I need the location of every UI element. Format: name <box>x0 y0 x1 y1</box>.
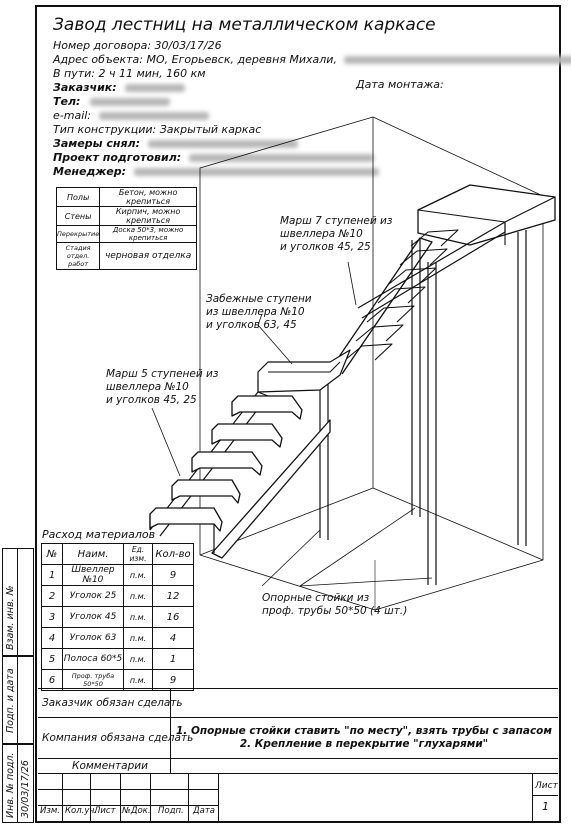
support-post <box>518 230 526 546</box>
customer-label: Заказчик: <box>53 81 117 94</box>
table-cell: п.м. <box>124 628 153 649</box>
obligations-block <box>38 688 558 774</box>
table-cell: п.м. <box>124 649 153 670</box>
company-obligation-line: 1. Опорные стойки ставить "по месту", взять трубы с запасом <box>176 725 552 737</box>
condition-value: черновая отделка <box>100 243 197 270</box>
table-cell: Проф. труба 50*50 <box>63 670 124 691</box>
side-swap-label: Взам. инв. № <box>5 585 16 650</box>
table-cell: 9 <box>153 565 194 586</box>
materials-header-row <box>42 544 194 565</box>
comments-label: Комментарии <box>72 760 148 772</box>
table-cell: Уголок 45 <box>63 607 124 628</box>
stamp-col <box>62 773 63 823</box>
landing-beam <box>418 185 555 245</box>
stamp-header: Кол.уч. <box>65 806 98 816</box>
stamp-col <box>218 773 219 823</box>
materials-header: Кол-во <box>153 544 194 565</box>
company-obligation-text <box>172 725 556 751</box>
measured-label: Замеры снял: <box>53 137 140 150</box>
table-cell: 1 <box>42 565 63 586</box>
table-cell: 3 <box>42 607 63 628</box>
travel-info: В пути: 2 ч 11 мин, 160 км <box>53 67 206 80</box>
condition-value: Доска 50*3, можно крепиться <box>100 226 197 243</box>
materials-header: Ед. изм. <box>124 544 153 565</box>
condition-label: Полы <box>57 188 100 207</box>
table-cell: 2 <box>42 586 63 607</box>
table-cell: п.м. <box>124 607 153 628</box>
leader-march5 <box>152 408 180 476</box>
contract-number: Номер договора: 30/03/17/26 <box>53 39 222 52</box>
stamp-header: Лист <box>94 806 116 816</box>
page-title: Завод лестниц на металлическом каркасе <box>53 15 436 35</box>
annotation-march7: Марш 7 ступеней из швеллера №10 и уголков 45, 25 <box>280 215 393 253</box>
materials-title: Расход материалов <box>42 528 156 541</box>
stamp-col <box>188 773 189 823</box>
table-cell: 4 <box>42 628 63 649</box>
materials-table <box>41 543 194 691</box>
table-row <box>42 628 194 649</box>
stamp-header: №Док. <box>122 806 151 816</box>
table-cell: п.м. <box>124 670 153 691</box>
mount-date-label: Дата монтажа: <box>356 78 444 91</box>
phone-label: Тел: <box>53 95 81 108</box>
table-cell: 5 <box>42 649 63 670</box>
obligations-row-line <box>38 717 558 718</box>
table-cell: 4 <box>153 628 194 649</box>
obligations-row-line <box>38 758 558 759</box>
stamp-header: Подп. <box>158 806 184 816</box>
leader-march7 <box>348 262 356 305</box>
table-cell: 12 <box>153 586 194 607</box>
object-address-text: Адрес объекта: МО, Егорьевск, деревня Михали, <box>53 53 337 66</box>
condition-label: Перекрытие <box>57 226 100 243</box>
table-cell: п.м. <box>124 565 153 586</box>
table-cell: 6 <box>42 670 63 691</box>
table-cell: 9 <box>153 670 194 691</box>
side-sign-label: Подп. и дата <box>5 668 16 733</box>
table-row <box>42 565 194 586</box>
condition-label: Стадия отдел. работ <box>57 243 100 270</box>
table-cell: 16 <box>153 607 194 628</box>
table-cell: 1 <box>153 649 194 670</box>
project-label: Проект подготовил: <box>53 151 182 164</box>
stamp-header: Изм. <box>40 806 60 816</box>
side-inv-value: 30/03/17/26 <box>20 760 31 818</box>
sheet-line <box>532 795 558 796</box>
email-label: e-mail: <box>53 109 92 122</box>
sheet-label: Лист <box>535 781 558 791</box>
sheet-number: 1 <box>542 800 549 813</box>
stamp-col <box>120 773 121 823</box>
materials-header: № <box>42 544 63 565</box>
support-post <box>412 238 420 517</box>
table-row <box>42 586 194 607</box>
stamp-line <box>38 789 218 790</box>
condition-value: Бетон, можно крепиться <box>100 188 197 207</box>
stamp-header: Дата <box>193 806 216 816</box>
leader-supports <box>262 508 432 586</box>
company-obligation-label: Компания обязана сделать <box>42 732 194 744</box>
support-post <box>320 368 328 540</box>
winder-platform <box>258 350 350 392</box>
table-cell: Уголок 25 <box>63 586 124 607</box>
annotation-supports: Опорные стойки из проф. трубы 50*50 (4 шт.) <box>262 592 408 617</box>
materials-header: Наим. <box>63 544 124 565</box>
table-cell: Полоса 60*5 <box>63 649 124 670</box>
sheet-col <box>532 773 533 823</box>
support-post <box>428 262 436 585</box>
table-cell: п.м. <box>124 586 153 607</box>
table-cell: Швеллер №10 <box>63 565 124 586</box>
table-cell: Уголок 63 <box>63 628 124 649</box>
customer-obligation-label: Заказчик обязан сделать <box>42 697 183 709</box>
annotation-winders: Забежные ступени из швеллера №10 и уголков 63, 45 <box>206 293 312 331</box>
condition-value: Кирпич, можно крепиться <box>100 207 197 226</box>
manager-label: Менеджер: <box>53 165 127 178</box>
construction-type: Тип конструкции: Закрытый каркас <box>53 123 262 136</box>
annotation-march5: Марш 5 ступеней из швеллера №10 и уголков 45, 25 <box>106 368 219 406</box>
stamp-block <box>38 773 558 823</box>
table-row <box>42 607 194 628</box>
company-obligation-line: 2. Крепление в перекрытие "глухарями" <box>239 738 489 750</box>
condition-label: Стены <box>57 207 100 226</box>
side-inv-label: Инв. № подл. <box>5 752 16 818</box>
lower-steps <box>150 396 302 531</box>
table-row <box>42 649 194 670</box>
